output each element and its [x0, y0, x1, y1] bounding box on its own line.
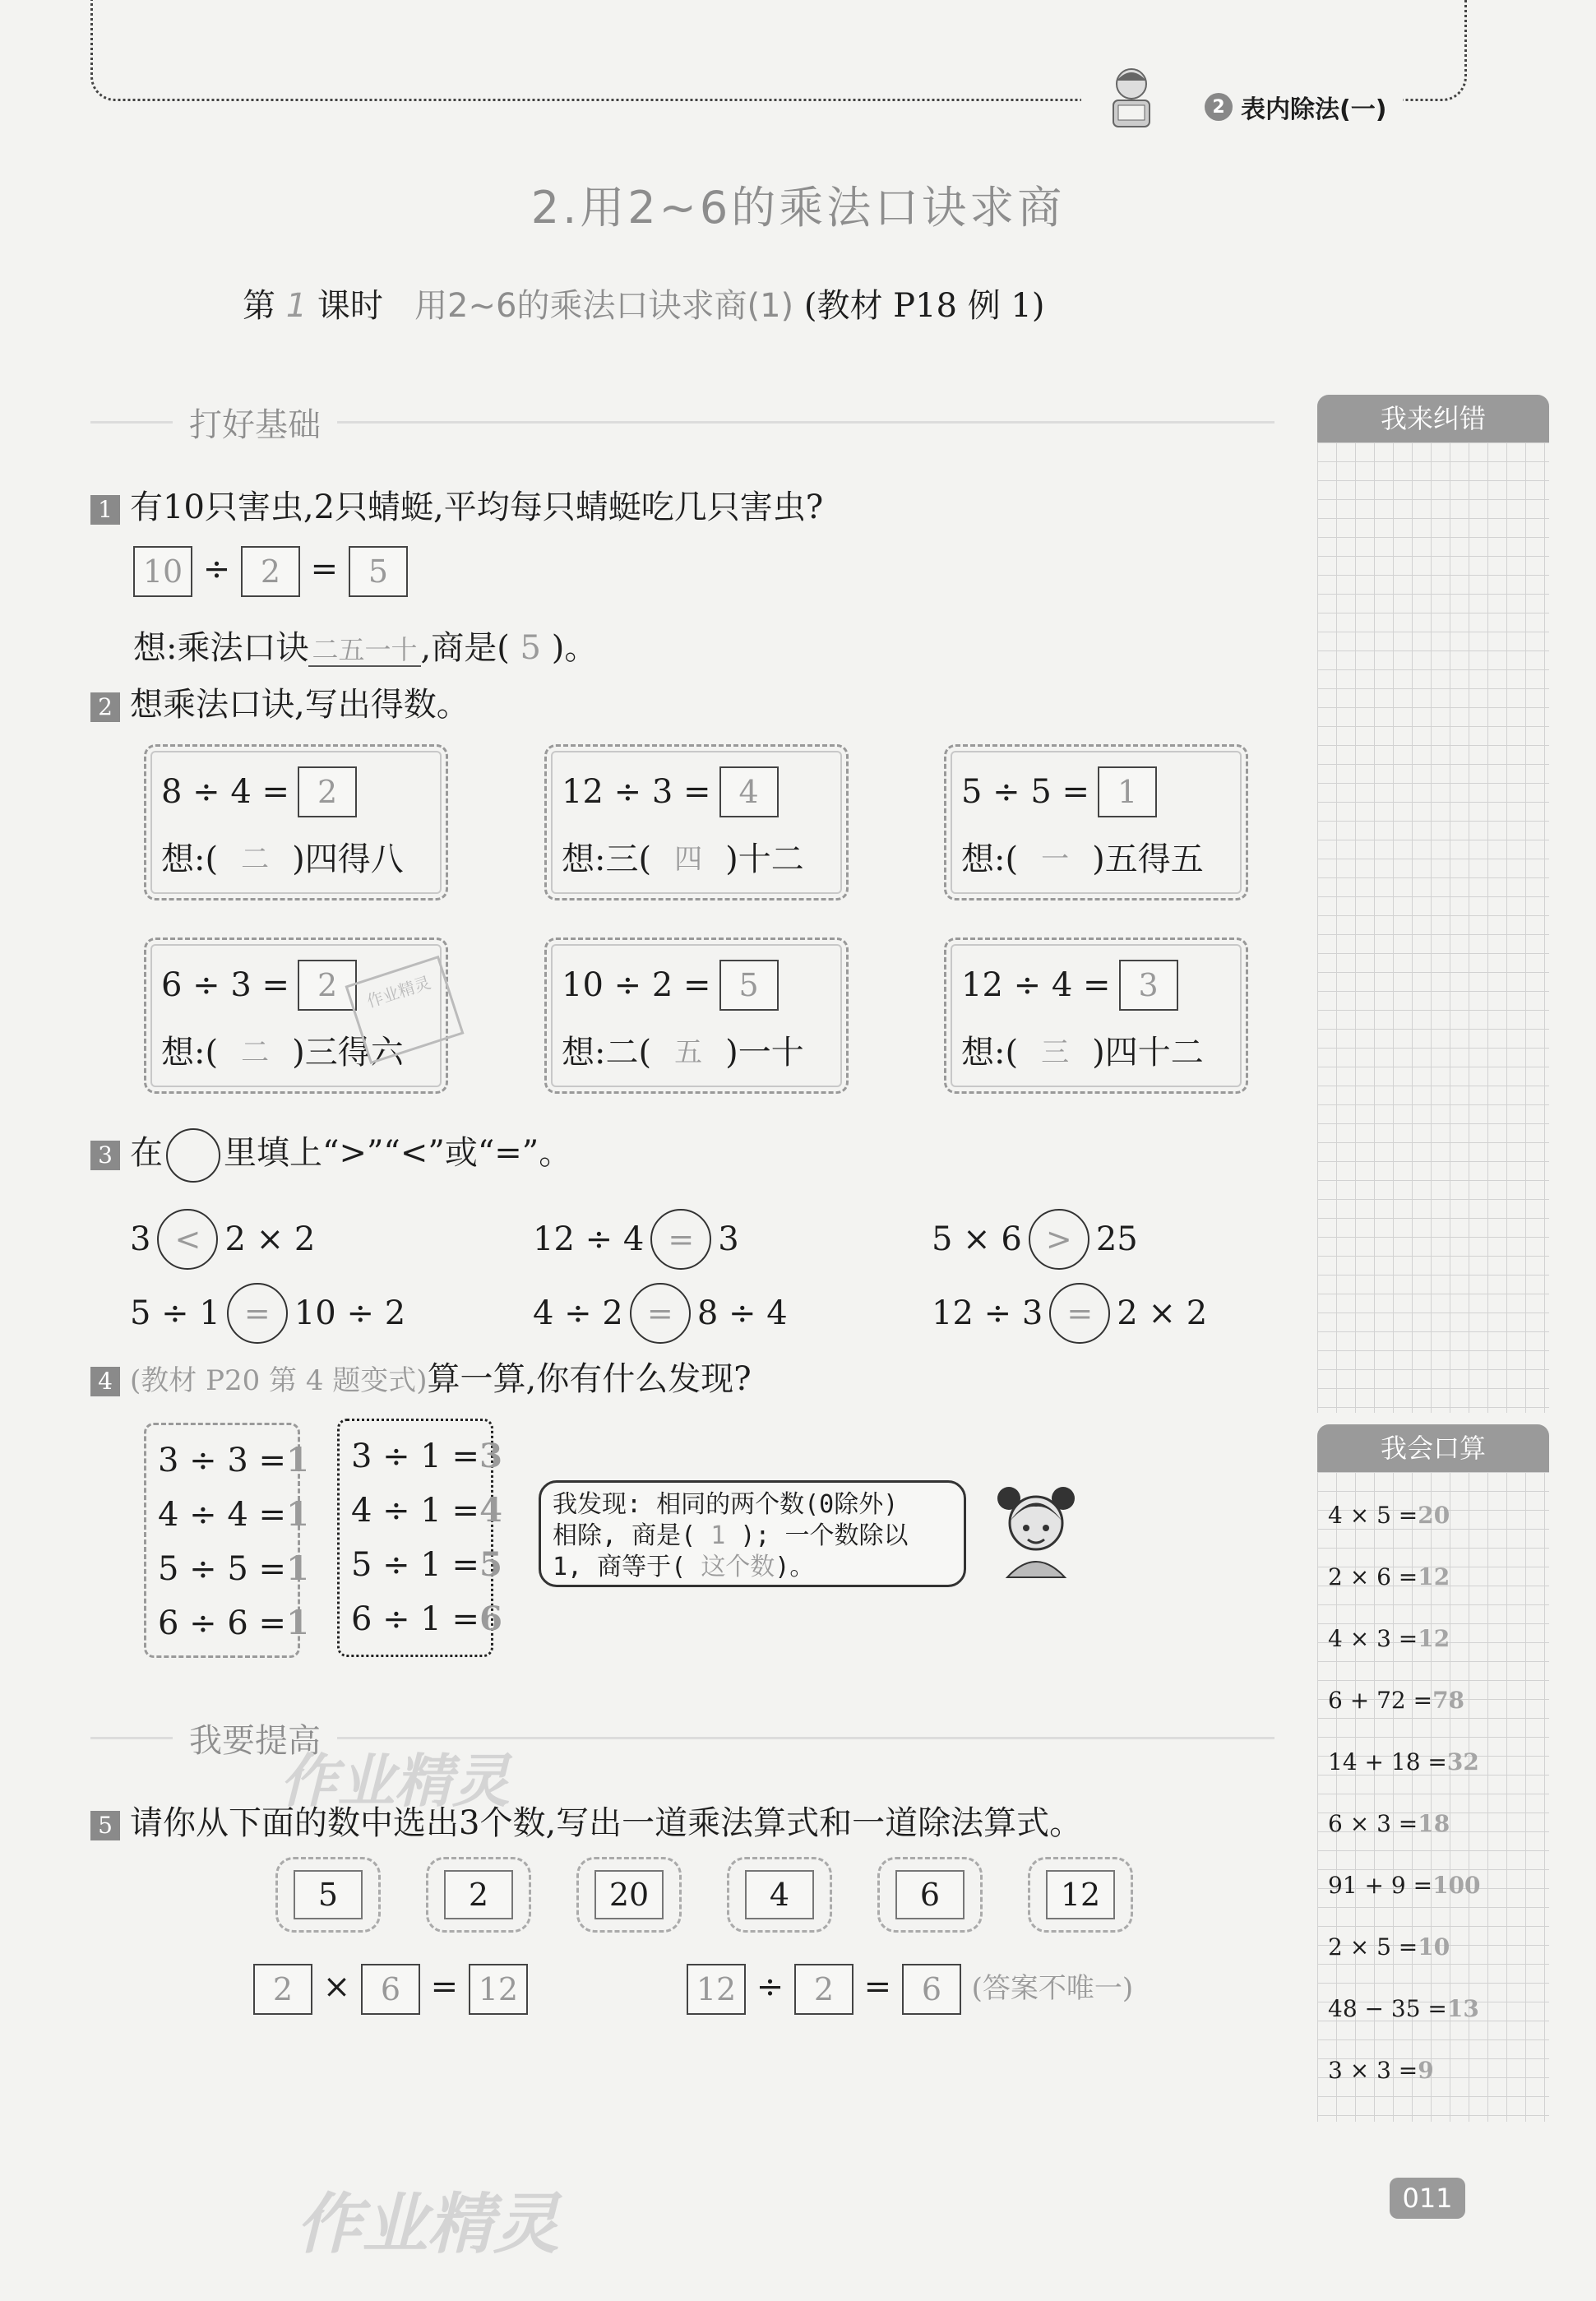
- q5-tile-value: 2: [444, 1870, 513, 1919]
- q4-answer[interactable]: 5: [479, 1545, 502, 1584]
- q4-row: [351, 1538, 502, 1592]
- q5-note: (答案不唯一): [971, 1972, 1134, 2005]
- bubble-line-2: 相除, 商是( 1 ); 一个数除以: [553, 1521, 909, 1550]
- q2-card-expr: 5 ÷ 5 =: [961, 773, 1090, 811]
- q5-number-tile[interactable]: [877, 1857, 983, 1933]
- q3-left: 5 × 6: [932, 1220, 1022, 1258]
- q5-div-a[interactable]: 12: [687, 1964, 746, 2015]
- q2-card-think-pre: 想:三(: [562, 840, 652, 878]
- oral-expr: 6 + 72 =: [1328, 1687, 1433, 1714]
- unit-badge: 2: [1205, 93, 1233, 121]
- q3-right: 10 ÷ 2: [294, 1294, 406, 1332]
- q2-card-think-post: )一十: [725, 1033, 804, 1072]
- q4-row: [158, 1542, 309, 1596]
- q5-div-c[interactable]: 6: [902, 1964, 961, 2015]
- q3-right: 3: [718, 1220, 739, 1258]
- q5-mul-b[interactable]: 6: [361, 1964, 420, 2015]
- oral-expr: 14 + 18 =: [1328, 1748, 1447, 1776]
- oral-answer[interactable]: 12: [1418, 1625, 1450, 1652]
- q3-comparison: [533, 1283, 788, 1344]
- q4-expr: 6 ÷ 1 =: [351, 1600, 480, 1638]
- q1-think-mid: ,商是(: [420, 629, 510, 667]
- correction-grid[interactable]: [1317, 442, 1549, 1413]
- q2-card-answer[interactable]: 5: [719, 960, 779, 1011]
- oral-answer[interactable]: 10: [1418, 1933, 1450, 1961]
- q2-card-answer[interactable]: 3: [1119, 960, 1178, 1011]
- q3-sign-circle[interactable]: =: [1049, 1283, 1110, 1344]
- q4-expr: 5 ÷ 5 =: [158, 1550, 287, 1588]
- q3-right: 2 × 2: [224, 1220, 316, 1258]
- q4-column-1: [144, 1423, 309, 1658]
- oral-item: [1328, 1810, 1450, 1837]
- q4-expr: 3 ÷ 1 =: [351, 1438, 480, 1475]
- q5-tile-value: 4: [745, 1870, 814, 1919]
- q4-answer[interactable]: 1: [286, 1441, 309, 1479]
- q2-card-think-row: [562, 1021, 831, 1078]
- band-improve: [90, 1719, 1274, 1760]
- oral-item: [1328, 1995, 1479, 2022]
- q5-text: 请你从下面的数中选出3个数,写出一道乘法算式和一道除法算式。: [130, 1804, 1083, 1842]
- lesson-topic: 用2~6的乘法口诀求商(1): [414, 287, 794, 325]
- q5-tile-value: 5: [294, 1870, 363, 1919]
- q5-number: 5: [90, 1811, 120, 1840]
- watermark-bottom: 作业精灵: [296, 2186, 559, 2262]
- q4-row: [351, 1592, 502, 1646]
- section-title: 2.用2~6的乘法口诀求商: [530, 182, 1066, 234]
- correct-header: 我来纠错: [1317, 395, 1549, 442]
- q2-card-think-pre: 想:(: [161, 1033, 219, 1072]
- q3-sign-circle[interactable]: =: [650, 1209, 711, 1270]
- band-basics: [90, 403, 1274, 444]
- q4-number: 4: [90, 1367, 120, 1396]
- q2-card-think-row: [562, 827, 831, 885]
- oral-answer[interactable]: 78: [1432, 1687, 1465, 1714]
- q2-card-think-pre: 想:二(: [562, 1033, 652, 1072]
- q4-answer[interactable]: 1: [286, 1549, 309, 1588]
- homework-stamp: 作业精灵: [345, 956, 464, 1064]
- unit-title: 表内除法(一): [1241, 95, 1387, 124]
- oral-expr: 4 × 5 =: [1328, 1502, 1418, 1529]
- q4-row: [351, 1484, 502, 1538]
- q4-answer[interactable]: 3: [479, 1437, 502, 1475]
- q3-prompt: [90, 1127, 571, 1183]
- q2-card-expr: 10 ÷ 2 =: [562, 966, 711, 1004]
- q1-think-prefix: 想:乘法口诀: [133, 629, 309, 667]
- q2-card-fill[interactable]: 三: [1041, 1035, 1070, 1069]
- q1-quotient[interactable]: 5: [520, 629, 541, 667]
- q5-div-op: ÷: [756, 1968, 784, 2006]
- q2-card-expr: 12 ÷ 3 =: [562, 773, 711, 811]
- q4-answer[interactable]: 1: [286, 1495, 309, 1534]
- q5-tile-value: 6: [895, 1870, 965, 1919]
- q2-card-answer[interactable]: 4: [719, 766, 779, 817]
- q1-box-a[interactable]: 10: [133, 546, 192, 597]
- q3-right: 2 × 2: [1117, 1294, 1208, 1332]
- oral-expr: 2 × 5 =: [1328, 1933, 1418, 1961]
- q1-box-c[interactable]: 5: [349, 546, 408, 597]
- oral-answer[interactable]: 20: [1418, 1502, 1450, 1529]
- q5-number-tile[interactable]: [727, 1857, 832, 1933]
- oral-expr: 3 × 3 =: [1328, 2057, 1418, 2084]
- q3-left: 3: [130, 1220, 151, 1258]
- q2-card-fill[interactable]: 二: [241, 1035, 270, 1069]
- q2-card-think-post: )四得八: [292, 840, 404, 878]
- oral-answer[interactable]: 9: [1418, 2057, 1434, 2084]
- q2-card-think-post: )十二: [725, 840, 804, 878]
- q5-prompt: [90, 1797, 1082, 1844]
- lesson-ref: (教材 P18 例 1): [803, 287, 1045, 325]
- q2-card-expr-row: [562, 763, 831, 821]
- q4-expr: 4 ÷ 4 =: [158, 1496, 287, 1534]
- q3-right: 25: [1095, 1220, 1138, 1258]
- oral-answer[interactable]: 18: [1418, 1810, 1450, 1837]
- q2-card: [544, 938, 849, 1094]
- q4-answer[interactable]: 6: [479, 1600, 502, 1638]
- oral-expr: 91 + 9 =: [1328, 1872, 1433, 1899]
- q4-prompt: [90, 1353, 752, 1400]
- oral-item: [1328, 1502, 1450, 1529]
- q4-row: [158, 1596, 309, 1651]
- q2-card-answer[interactable]: 1: [1098, 766, 1157, 817]
- oral-answer[interactable]: 100: [1432, 1872, 1481, 1899]
- q3-sign-circle[interactable]: <: [157, 1209, 218, 1270]
- bubble-answer-1[interactable]: 1: [710, 1521, 726, 1550]
- q1-think-suffix: )。: [551, 629, 598, 667]
- q4-row: [351, 1429, 502, 1484]
- q3-number: 3: [90, 1141, 120, 1170]
- q5-division: [687, 1964, 1133, 2015]
- q2-card-expr: 6 ÷ 3 =: [161, 966, 290, 1004]
- oral-item: [1328, 1872, 1481, 1899]
- q4-answer[interactable]: 4: [479, 1491, 502, 1530]
- q3-text-post: 里填上“>”“<”或“=”。: [224, 1134, 572, 1172]
- q3-comparison: [932, 1283, 1207, 1344]
- q2-card-expr-row: [961, 956, 1231, 1014]
- q2-prompt: [90, 678, 470, 725]
- q2-card-think-row: [961, 827, 1231, 885]
- q2-card-expr-row: [562, 956, 831, 1014]
- q5-number-tile[interactable]: [1028, 1857, 1133, 1933]
- oral-item: [1328, 1933, 1450, 1961]
- q5-multiplication: [253, 1964, 528, 2015]
- q1-think-answer[interactable]: 二五一十: [308, 634, 420, 667]
- q4-column-2: [337, 1419, 502, 1657]
- q5-number-tile[interactable]: [426, 1857, 531, 1933]
- q4-expr: 3 ÷ 3 =: [158, 1442, 287, 1479]
- lesson-title: [243, 280, 1044, 326]
- reading-kid-icon: [1102, 64, 1161, 133]
- q2-card-think-pre: 想:(: [961, 840, 1019, 878]
- q2-card-fill[interactable]: 四: [674, 842, 703, 876]
- page-number: 011: [1390, 2178, 1465, 2219]
- q2-card-expr: 12 ÷ 4 =: [961, 966, 1111, 1004]
- oral-item: [1328, 1687, 1464, 1714]
- q1-div: ÷: [202, 550, 231, 588]
- q5-div-b[interactable]: 2: [794, 1964, 854, 2015]
- q3-comparison: [533, 1209, 739, 1270]
- girl-icon: [991, 1480, 1081, 1579]
- q4-expr: 5 ÷ 1 =: [351, 1546, 480, 1584]
- q2-card-think-row: [961, 1021, 1231, 1078]
- q3-left: 12 ÷ 4: [533, 1220, 645, 1258]
- oral-item: [1328, 1748, 1479, 1776]
- q2-card-expr: 8 ÷ 4 =: [161, 773, 290, 811]
- q2-card: [944, 938, 1248, 1094]
- q4-text: 算一算,你有什么发现?: [427, 1360, 752, 1398]
- q2-card-fill[interactable]: 一: [1041, 842, 1070, 876]
- q3-left: 5 ÷ 1: [130, 1294, 220, 1332]
- q2-card-think-post: )四十二: [1092, 1033, 1204, 1072]
- speech-bubble: [539, 1480, 966, 1587]
- band-improve-label: 我要提高: [189, 1721, 321, 1760]
- q2-card-expr-row: [961, 763, 1231, 821]
- q4-expr: 6 ÷ 6 =: [158, 1604, 287, 1642]
- q3-comparison: [130, 1283, 405, 1344]
- q4-expr: 4 ÷ 1 =: [351, 1492, 480, 1530]
- oral-expr: 6 × 3 =: [1328, 1810, 1418, 1837]
- band-basics-label: 打好基础: [189, 405, 321, 444]
- q3-comparison: [932, 1209, 1138, 1270]
- q5-number-tile[interactable]: [576, 1857, 682, 1933]
- oral-header: 我会口算: [1317, 1424, 1549, 1472]
- q3-circle-sample: [166, 1128, 220, 1183]
- q3-right: 8 ÷ 4: [696, 1294, 788, 1332]
- q5-tile-value: 20: [594, 1870, 664, 1919]
- q3-sign-circle[interactable]: =: [227, 1283, 288, 1344]
- watermark-mid: 作业精灵: [280, 1748, 510, 1815]
- q2-card-think-pre: 想:(: [961, 1033, 1019, 1072]
- q2-number: 2: [90, 692, 120, 722]
- oral-item: [1328, 2057, 1434, 2084]
- q1-think: [133, 622, 597, 669]
- q1-eq: =: [310, 550, 339, 588]
- q1-text: 有10只害虫,2只蜻蜓,平均每只蜻蜓吃几只害虫?: [130, 488, 824, 526]
- q2-card-answer[interactable]: 2: [298, 766, 357, 817]
- q2-card: [544, 744, 849, 900]
- q4-ref: (教材 P20 第 4 题变式): [130, 1364, 428, 1397]
- q2-card-think-post: )三得六: [292, 1033, 404, 1072]
- q4-row: [158, 1488, 309, 1542]
- q1-number: 1: [90, 495, 120, 525]
- q5-number-tile[interactable]: [275, 1857, 381, 1933]
- lesson-prefix: 第: [243, 287, 275, 325]
- q2-card-expr-row: [161, 763, 431, 821]
- q2-card-think-row: [161, 827, 431, 885]
- q5-mul-op: ×: [322, 1968, 351, 2006]
- q5-mul-c[interactable]: 12: [469, 1964, 528, 2015]
- bubble-line-1: 我发现: 相同的两个数(0除外): [553, 1490, 899, 1519]
- oral-expr: 4 × 3 =: [1328, 1625, 1418, 1652]
- q1-prompt: [90, 481, 823, 528]
- q3-sign-circle[interactable]: >: [1029, 1209, 1089, 1270]
- q3-left: 4 ÷ 2: [533, 1294, 623, 1332]
- q3-left: 12 ÷ 3: [932, 1294, 1043, 1332]
- lesson-suffix: 课时: [317, 287, 383, 325]
- q2-card-think-pre: 想:(: [161, 840, 219, 878]
- oral-item: [1328, 1625, 1450, 1652]
- q3-sign-circle[interactable]: =: [630, 1283, 691, 1344]
- q3-text-pre: 在: [130, 1134, 163, 1172]
- q2-card-think-post: )五得五: [1092, 840, 1204, 878]
- q4-answer[interactable]: 1: [286, 1604, 309, 1642]
- oral-answer[interactable]: 13: [1446, 1995, 1479, 2022]
- q5-div-eq: =: [863, 1968, 892, 2006]
- bubble-line-3: 1, 商等于( 这个数)。: [553, 1553, 815, 1581]
- q4-row: [158, 1433, 309, 1488]
- bubble-answer-2[interactable]: 这个数: [701, 1553, 775, 1581]
- q2-card: [944, 744, 1248, 900]
- q3-comparison: [130, 1209, 315, 1270]
- q1-box-b[interactable]: 2: [241, 546, 300, 597]
- oral-expr: 2 × 6 =: [1328, 1563, 1418, 1590]
- q5-mul-a[interactable]: 2: [253, 1964, 312, 2015]
- oral-answer[interactable]: 12: [1418, 1563, 1450, 1590]
- oral-item: [1328, 1563, 1450, 1590]
- q2-card-answer[interactable]: 2: [298, 960, 357, 1011]
- lesson-number: 1: [285, 287, 308, 325]
- oral-expr: 48 − 35 =: [1328, 1995, 1447, 2022]
- q2-text: 想乘法口诀,写出得数。: [130, 686, 470, 724]
- q5-tile-value: 12: [1046, 1870, 1115, 1919]
- q5-mul-eq: =: [430, 1968, 459, 2006]
- q2-card: [144, 744, 448, 900]
- q2-card-fill[interactable]: 二: [241, 842, 270, 876]
- oral-answer[interactable]: 32: [1446, 1748, 1479, 1776]
- q1-equation: [133, 546, 408, 597]
- q2-card-fill[interactable]: 五: [674, 1035, 703, 1069]
